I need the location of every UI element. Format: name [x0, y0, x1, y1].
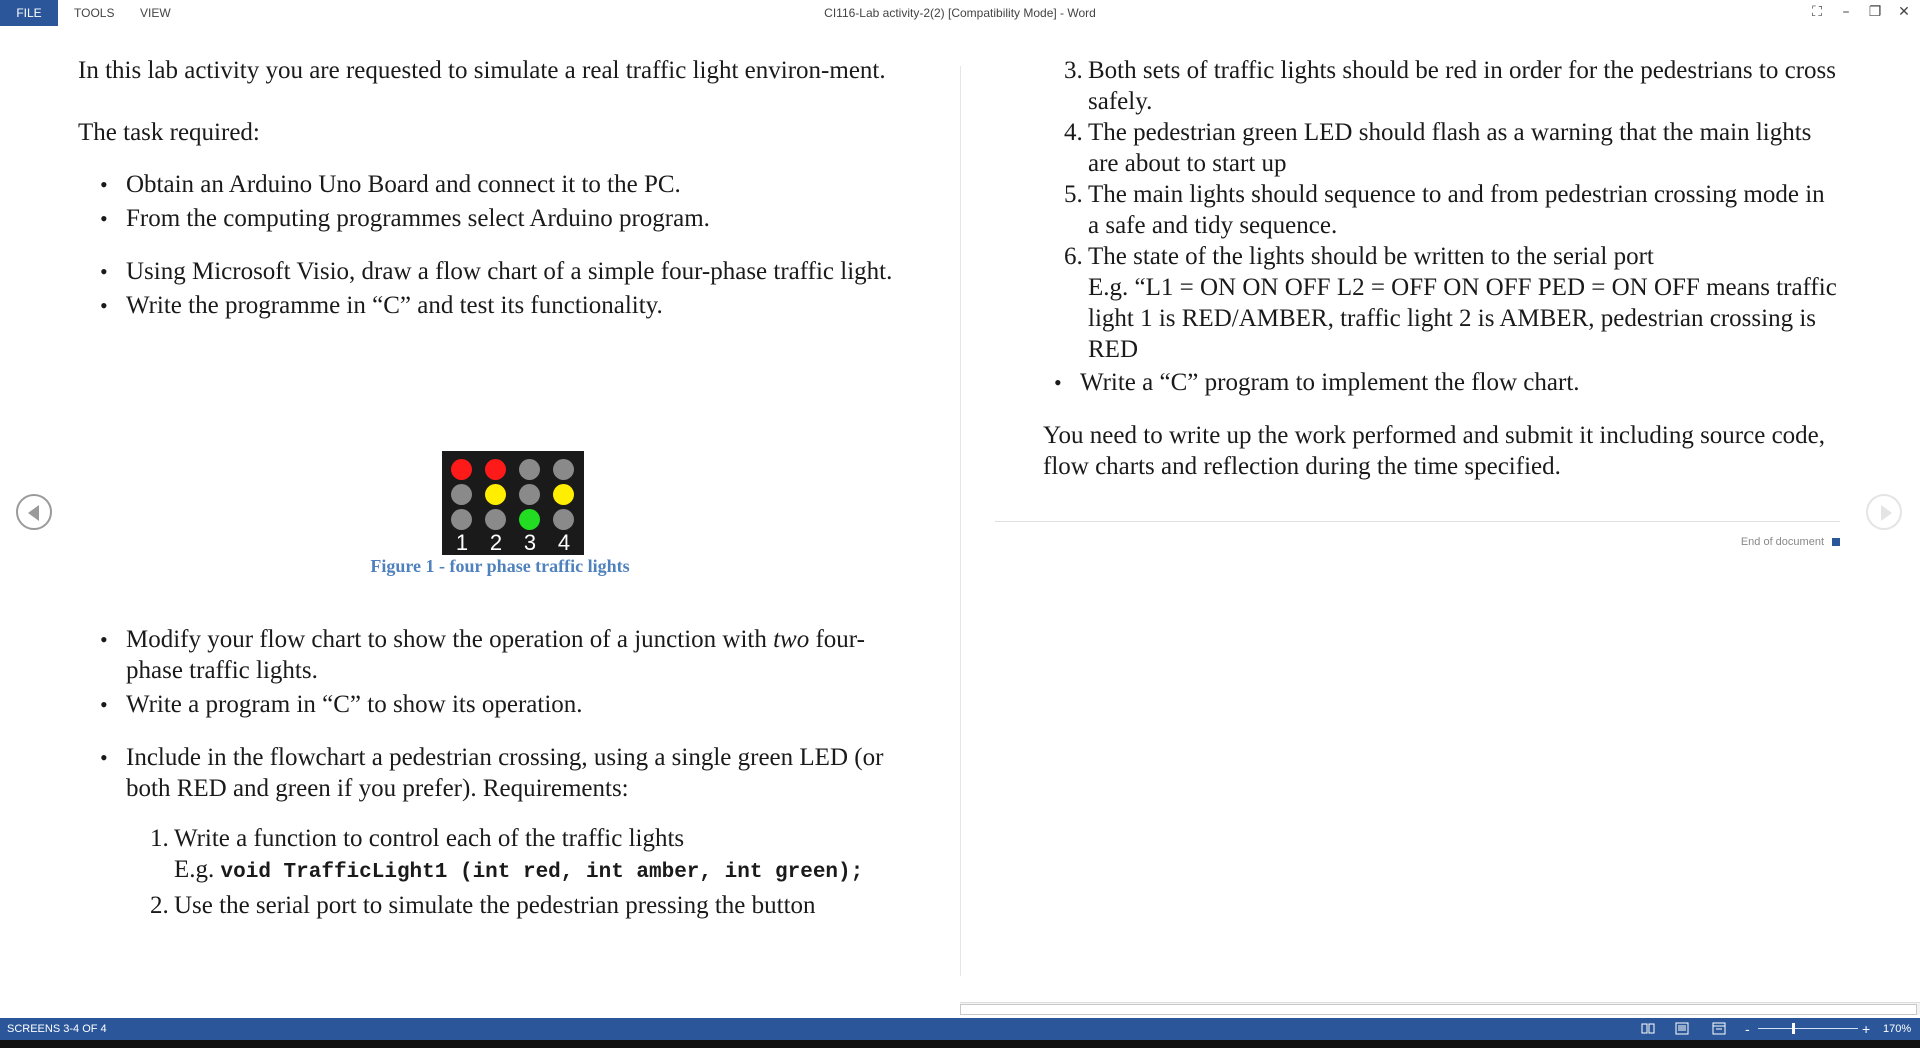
task-heading: The task required: — [78, 119, 260, 146]
requirements-list — [78, 823, 918, 921]
closing-paragraph: You need to write up the work performed and submit it including source code, flow charts and reflection during the time specified. — [1043, 422, 1826, 480]
intro-paragraph: In this lab activity you are requested to simulate a real traffic light environ-ment. — [78, 57, 886, 84]
requirement-number: 1. — [150, 825, 169, 852]
lamp — [553, 459, 574, 480]
read-mode-icon[interactable] — [1641, 1022, 1655, 1035]
list-item: • Write a program in “C” to show its operation. — [78, 689, 918, 720]
requirement-number: 5. — [1064, 181, 1083, 208]
requirement-item — [992, 55, 1840, 117]
menu-tools[interactable]: TOOLS — [74, 6, 115, 20]
list-item: • Include in the flowchart a pedestrian crossing, using a single green LED (or both RED and green if you prefer). Requirements: — [78, 742, 918, 804]
arrow-right-icon — [1881, 505, 1892, 521]
end-of-document — [1741, 536, 1840, 548]
page-divider — [960, 66, 961, 976]
traffic-light-1 — [448, 455, 476, 531]
lamp — [485, 484, 506, 505]
lamp — [553, 484, 574, 505]
zoom-slider-thumb[interactable] — [1792, 1023, 1795, 1034]
list-item: • From the computing programmes select Arduino program. — [78, 203, 918, 234]
zoom-slider[interactable] — [1758, 1028, 1858, 1029]
bullet-list-implement — [1032, 367, 1840, 398]
requirement-text: The pedestrian green LED should flash as a warning that the main lights are about to start up — [1088, 119, 1812, 177]
lamp — [553, 509, 574, 530]
status-bar — [0, 1018, 1920, 1040]
fullscreen-icon[interactable]: ⛶ — [1812, 4, 1822, 20]
requirement-text: Write a function to control each of the traffic lights — [174, 825, 685, 852]
lamp — [485, 509, 506, 530]
lamp — [519, 509, 540, 530]
list-item: • Using Microsoft Visio, draw a flow chart of a simple four-phase traffic light. — [78, 256, 918, 287]
lamp — [519, 484, 540, 505]
close-icon[interactable]: ✕ — [1898, 4, 1910, 20]
modify-text-em: two — [773, 626, 810, 653]
title-bar — [0, 0, 1920, 26]
arrow-left-icon — [28, 505, 39, 521]
zoom-level[interactable]: 170% — [1883, 1023, 1912, 1035]
list-item: • Obtain an Arduino Uno Board and connect it to the PC. — [78, 169, 918, 200]
requirement-item — [78, 890, 918, 921]
next-screen-button[interactable] — [1866, 494, 1902, 530]
code-snippet: void TrafficLight1 (int red, int amber, int green); — [220, 861, 864, 884]
right-page — [1040, 55, 1840, 482]
list-item — [78, 624, 918, 686]
figure-caption: Figure 1 - four phase traffic lights — [370, 556, 630, 576]
bullet-list-junction — [78, 624, 918, 720]
requirement-number: 2. — [150, 892, 169, 919]
phase-number: 2 — [489, 530, 503, 555]
traffic-light-2 — [482, 455, 510, 531]
phase-number: 1 — [455, 530, 469, 555]
end-of-document-label: End of document — [1740, 536, 1824, 548]
left-page — [78, 55, 918, 321]
window-title: CI116-Lab activity-2(2) [Compatibility Mode] - Word — [824, 6, 1096, 20]
requirement-item — [992, 117, 1840, 179]
previous-screen-button[interactable] — [16, 494, 52, 530]
minimize-icon[interactable]: – — [1842, 4, 1850, 20]
requirement-text: Use the serial port to simulate the pedestrian pressing the button — [174, 892, 816, 919]
left-page-lower — [78, 624, 918, 921]
requirement-item — [992, 241, 1840, 365]
bullet-list-flowchart — [78, 256, 918, 321]
requirement-item — [78, 823, 918, 888]
scrollbar-thumb[interactable] — [960, 1004, 1917, 1015]
requirement-text: The main lights should sequence to and from pedestrian crossing mode in a safe and tidy sequence. — [1088, 181, 1825, 239]
serial-example: E.g. “L1 = ON ON OFF L2 = OFF ON OFF PED = ON OFF means traffic light 1 is RED/AMBER, traffic light 2 is AMBER, pedestrian crossing is RED — [1088, 274, 1837, 363]
list-item: • Write a “C” program to implement the flow chart. — [1032, 367, 1840, 398]
restore-icon[interactable]: ❐ — [1868, 4, 1882, 20]
requirement-number: 3. — [1064, 57, 1083, 84]
requirement-text: The state of the lights should be written to the serial port — [1088, 243, 1654, 270]
menu-view[interactable]: VIEW — [140, 6, 171, 20]
zoom-in-button[interactable]: + — [1862, 1021, 1871, 1037]
taskbar — [0, 1040, 1920, 1048]
traffic-light-4 — [550, 455, 578, 531]
lamp — [451, 484, 472, 505]
screen-count[interactable]: SCREENS 3-4 OF 4 — [7, 1023, 107, 1035]
bullet-list-setup — [78, 169, 918, 234]
phase-number: 4 — [557, 530, 571, 555]
traffic-light-3 — [516, 455, 544, 531]
requirement-eg: E.g. — [174, 856, 221, 883]
requirement-item — [992, 179, 1840, 241]
modify-text-pre: Modify your flow chart to show the operation of a junction with — [126, 626, 774, 653]
end-separator — [995, 521, 1840, 522]
requirement-number: 6. — [1064, 243, 1083, 270]
traffic-light-figure — [442, 451, 584, 555]
horizontal-scrollbar[interactable] — [960, 1002, 1920, 1015]
lamp — [519, 459, 540, 480]
requirement-text: Both sets of traffic lights should be red in order for the pedestrians to cross safely. — [1088, 57, 1836, 115]
menu-file[interactable]: FILE — [0, 0, 58, 26]
list-item: • Write the programme in “C” and test its functionality. — [78, 290, 918, 321]
requirements-list-continued — [992, 55, 1840, 365]
zoom-out-button[interactable]: - — [1745, 1021, 1750, 1037]
end-marker-icon — [1832, 538, 1840, 546]
bullet-list-pedestrian — [78, 742, 918, 804]
lamp — [451, 459, 472, 480]
modify-text-post: four-phase traffic lights. — [126, 626, 865, 684]
lamp — [485, 459, 506, 480]
phase-number: 3 — [523, 530, 537, 555]
print-layout-icon[interactable] — [1675, 1022, 1689, 1035]
web-layout-icon[interactable] — [1712, 1022, 1726, 1035]
requirement-number: 4. — [1064, 119, 1083, 146]
lamp — [451, 509, 472, 530]
